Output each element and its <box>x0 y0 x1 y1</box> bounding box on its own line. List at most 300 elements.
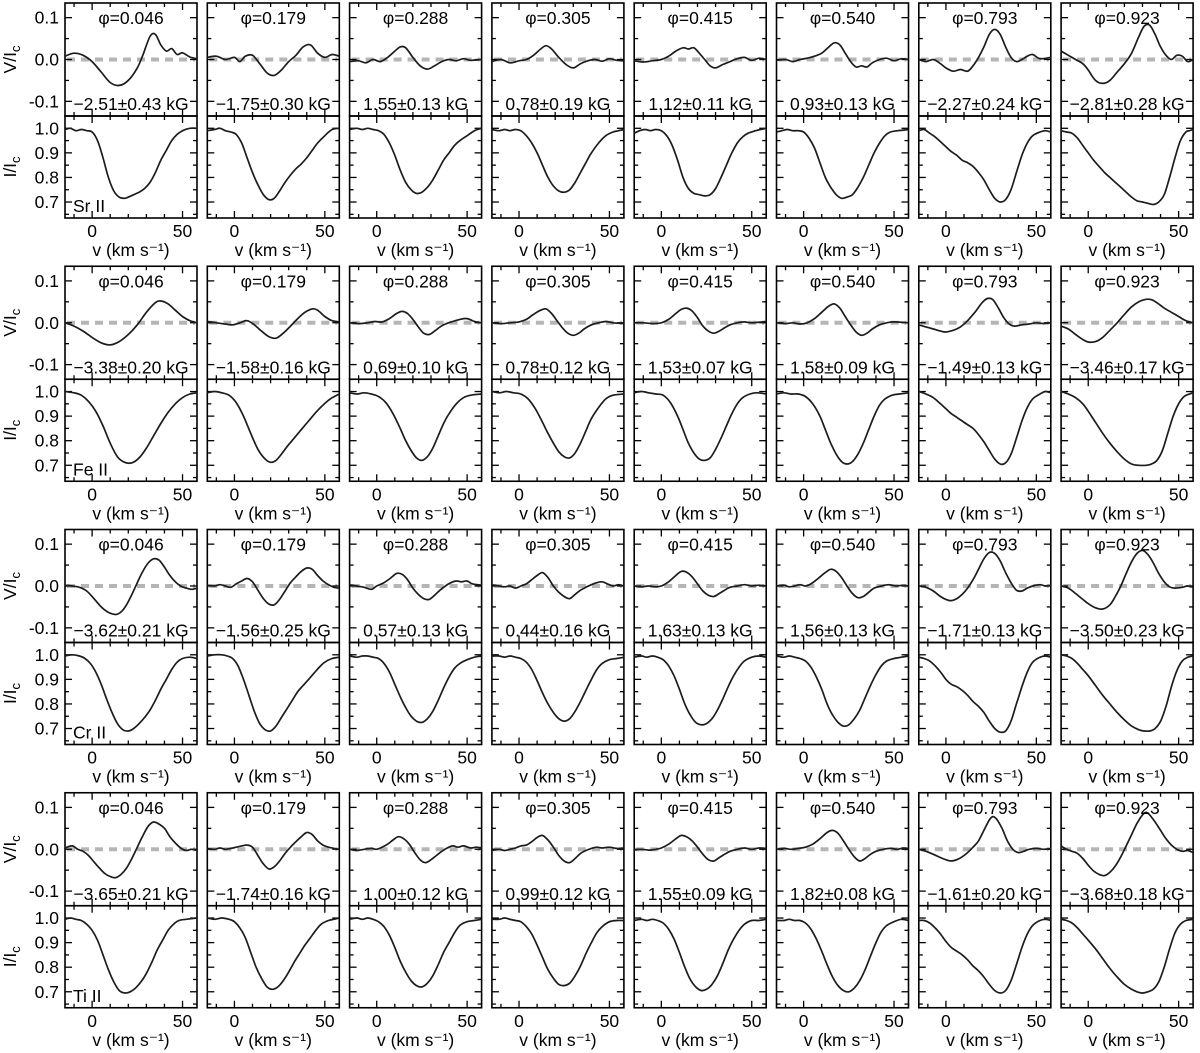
x-tick-label: 50 <box>741 484 762 505</box>
x-tick-label: 50 <box>315 221 335 241</box>
x-axis-title: v (km s⁻¹) <box>661 240 739 260</box>
x-tick-label: 50 <box>1026 1010 1047 1031</box>
field-strength-label: 1.00±0.12 kG <box>363 883 469 904</box>
stokes-i-panel <box>919 116 1051 218</box>
stokes-i-curve <box>1061 655 1193 731</box>
i-ytick-label: 0.8 <box>34 430 59 451</box>
field-strength-label: 0.78±0.12 kG <box>505 357 611 378</box>
x-tick-label: 0 <box>941 484 951 505</box>
phase-label: φ=0.179 <box>240 271 306 292</box>
x-tick-label: 0 <box>798 1010 809 1031</box>
v-ytick-label: 0.1 <box>34 534 59 555</box>
stokes-i-panel <box>65 116 197 218</box>
stokes-i-curve <box>777 656 909 726</box>
i-panel-border <box>1061 379 1193 481</box>
stokes-v-curve <box>1061 299 1193 342</box>
stokes-i-curve <box>919 391 1051 464</box>
x-tick-label: 50 <box>1026 747 1047 768</box>
stokes-v-panel <box>919 793 1051 906</box>
x-tick-label: 50 <box>1168 747 1189 768</box>
field-strength-label: 0.99±0.12 kG <box>505 883 611 904</box>
x-tick-label: 0 <box>87 484 97 505</box>
i-ytick-label: 0.8 <box>34 957 59 978</box>
stokes-i-curve <box>634 392 766 461</box>
i-ytick-label: 1.0 <box>34 644 59 665</box>
stokes-v-curve <box>919 29 1051 71</box>
profile-cell <box>777 3 909 260</box>
i-ytick-label: 0.9 <box>34 669 59 690</box>
x-tick-label: 50 <box>315 747 335 768</box>
profile-cell <box>207 793 339 1050</box>
stokes-i-curve <box>492 130 624 193</box>
stokes-i-panel <box>65 906 197 1008</box>
stokes-v-curve <box>919 298 1051 332</box>
x-axis-title: v (km s⁻¹) <box>946 766 1024 787</box>
i-panel-border <box>492 906 624 1008</box>
stokes-v-curve <box>777 43 909 67</box>
phase-label: φ=0.793 <box>952 271 1018 292</box>
x-tick-label: 50 <box>315 1010 335 1031</box>
field-strength-label: −3.50±0.23 kG <box>1069 620 1185 641</box>
stokes-v-panel <box>1061 3 1193 116</box>
stokes-i-panel <box>919 643 1051 745</box>
i-ytick-label: 0.7 <box>34 192 59 213</box>
stokes-i-curve <box>65 918 197 993</box>
i-panel-border <box>492 116 624 218</box>
stokes-v-curve <box>1061 24 1193 83</box>
field-strength-label: 0.93±0.13 kG <box>790 94 895 114</box>
stokes-v-panel <box>207 793 339 906</box>
x-tick-label: 0 <box>514 1010 524 1031</box>
i-ytick-label: 0.9 <box>34 932 59 953</box>
phase-label: φ=0.046 <box>98 534 164 555</box>
y-axis-labels <box>0 534 59 738</box>
field-strength-label: −1.56±0.25 kG <box>215 620 331 641</box>
i-ytick-label: 1.0 <box>34 381 59 402</box>
phase-label: φ=0.415 <box>667 534 733 555</box>
x-axis-title: v (km s⁻¹) <box>92 766 170 787</box>
stokes-i-curve <box>207 392 339 463</box>
stokes-i-curve <box>207 655 339 732</box>
field-strength-label: −1.71±0.13 kG <box>927 620 1043 641</box>
x-axis-title: v (km s⁻¹) <box>376 503 455 524</box>
i-ytick-label: 0.7 <box>34 455 59 476</box>
i-panel-border <box>1061 643 1193 745</box>
x-tick-label: 0 <box>87 221 97 241</box>
x-axis-title: v (km s⁻¹) <box>234 503 312 524</box>
i-panel-border <box>492 379 624 481</box>
stokes-i-panel <box>777 379 909 481</box>
x-tick-label: 50 <box>1168 484 1189 505</box>
stokes-v-panel <box>777 793 909 906</box>
profile-cell <box>919 793 1051 1050</box>
x-axis-title: v (km s⁻¹) <box>519 503 597 524</box>
profile-cell <box>207 530 339 787</box>
field-strength-label: 0.44±0.16 kG <box>505 620 611 641</box>
phase-label: φ=0.305 <box>525 271 591 292</box>
phase-label: φ=0.288 <box>382 8 449 28</box>
i-ytick-label: 0.8 <box>34 167 59 188</box>
phase-label: φ=0.305 <box>525 8 591 28</box>
stokes-i-panel <box>634 643 766 745</box>
stokes-v-panel <box>350 530 482 643</box>
stokes-v-panel <box>919 3 1051 116</box>
x-axis-title: v (km s⁻¹) <box>376 1029 455 1050</box>
stokes-i-curve <box>65 128 197 198</box>
v-y-axis-title: $V/I_c$ <box>0 45 23 74</box>
x-axis-title: v (km s⁻¹) <box>376 766 455 787</box>
x-tick-label: 50 <box>457 747 477 768</box>
v-ytick-label: 0.1 <box>34 7 59 28</box>
v-ytick-label: 0.0 <box>34 576 59 596</box>
x-tick-label: 50 <box>1168 1010 1189 1031</box>
field-strength-label: 1.53±0.07 kG <box>647 357 753 378</box>
stokes-v-panel <box>207 3 339 116</box>
stokes-v-curve <box>1061 812 1193 875</box>
x-tick-label: 0 <box>1083 747 1094 768</box>
x-tick-label: 0 <box>371 1010 382 1031</box>
x-tick-label: 50 <box>741 1010 762 1031</box>
profile-cell <box>65 530 197 787</box>
phase-label: φ=0.046 <box>98 271 164 292</box>
y-axis-labels <box>0 271 59 475</box>
x-tick-label: 50 <box>315 484 335 505</box>
field-strength-label: 1.63±0.13 kG <box>647 620 753 641</box>
phase-label: φ=0.415 <box>667 271 733 292</box>
x-axis-title: v (km s⁻¹) <box>946 1029 1024 1050</box>
stokes-i-panel <box>350 116 482 218</box>
i-panel-border <box>350 379 482 481</box>
stokes-v-curve <box>919 817 1051 861</box>
phase-label: φ=0.793 <box>952 797 1018 818</box>
stokes-v-curve <box>634 308 766 333</box>
stokes-v-panel <box>634 266 766 379</box>
x-tick-label: 0 <box>656 747 667 768</box>
stokes-i-panel <box>777 906 909 1008</box>
stokes-i-curve <box>65 655 197 731</box>
profile-cell <box>492 3 624 260</box>
phase-label: φ=0.179 <box>240 797 306 818</box>
x-axis-title: v (km s⁻¹) <box>803 503 882 524</box>
x-tick-label: 50 <box>884 747 904 768</box>
x-tick-label: 0 <box>1083 221 1094 241</box>
i-y-axis-title: $I/I_c$ <box>0 419 23 441</box>
stokes-i-panel <box>207 643 339 745</box>
i-panel-border <box>919 643 1051 745</box>
stokes-v-panel <box>492 266 624 379</box>
i-panel-border <box>207 906 339 1008</box>
i-ytick-label: 1.0 <box>34 118 59 139</box>
x-tick-label: 0 <box>514 747 524 768</box>
stokes-v-panel <box>777 530 909 643</box>
stokes-i-panel <box>777 116 909 218</box>
x-tick-label: 0 <box>371 221 382 241</box>
profile-cell <box>207 3 339 260</box>
profile-cell <box>1061 530 1193 787</box>
stokes-i-panel <box>634 116 766 218</box>
stokes-i-curve <box>919 919 1051 993</box>
i-panel-border <box>634 116 766 218</box>
x-axis-title: v (km s⁻¹) <box>946 240 1024 260</box>
field-strength-label: −2.81±0.28 kG <box>1069 94 1185 114</box>
field-strength-label: −1.58±0.16 kG <box>215 357 331 378</box>
stokes-v-panel <box>1061 793 1193 906</box>
x-tick-label: 50 <box>884 1010 904 1031</box>
phase-label: φ=0.923 <box>1094 271 1160 292</box>
profile-cell <box>492 793 624 1050</box>
x-tick-label: 0 <box>229 484 240 505</box>
i-y-axis-title: $I/I_c$ <box>0 946 23 968</box>
i-y-axis-title: $I/I_c$ <box>0 156 23 178</box>
stokes-v-curve <box>492 309 624 336</box>
profile-cell <box>350 3 482 260</box>
stokes-i-curve <box>634 128 766 196</box>
x-tick-label: 50 <box>1026 484 1047 505</box>
stokes-v-panel <box>919 266 1051 379</box>
x-axis-title: v (km s⁻¹) <box>1088 240 1166 260</box>
x-tick-label: 0 <box>941 747 951 768</box>
i-ytick-label: 0.8 <box>34 693 59 714</box>
stokes-i-panel <box>1061 643 1193 745</box>
i-panel-border <box>350 116 482 218</box>
x-tick-label: 0 <box>229 1010 240 1031</box>
profile-cell <box>65 3 197 260</box>
stokes-i-curve <box>350 393 482 461</box>
field-strength-label: 1.58±0.09 kG <box>790 357 895 378</box>
stokes-i-curve <box>1061 130 1193 205</box>
stokes-v-panel <box>350 793 482 906</box>
profile-cell <box>350 530 482 787</box>
phase-label: φ=0.923 <box>1094 534 1160 555</box>
y-axis-labels <box>0 797 59 1001</box>
stokes-v-panel <box>634 530 766 643</box>
stokes-i-curve <box>350 918 482 987</box>
profile-cell <box>207 266 339 523</box>
profile-cell <box>634 793 766 1050</box>
profile-cell <box>350 793 482 1050</box>
v-ytick-label: -0.1 <box>28 91 59 112</box>
field-strength-label: −3.46±0.17 kG <box>1069 357 1185 378</box>
profile-cell <box>634 266 766 523</box>
stokes-v-curve <box>777 569 909 598</box>
x-tick-label: 0 <box>229 221 240 241</box>
x-tick-label: 0 <box>87 747 97 768</box>
stokes-v-panel <box>350 266 482 379</box>
i-ytick-label: 0.7 <box>34 718 59 739</box>
element-label: Ti II <box>73 985 102 1006</box>
stokes-i-curve <box>492 656 624 721</box>
profile-cell <box>919 3 1051 260</box>
profile-cell <box>1061 793 1193 1050</box>
stokes-v-panel <box>634 3 766 116</box>
stokes-i-panel <box>634 379 766 481</box>
x-axis-title: v (km s⁻¹) <box>519 766 597 787</box>
stokes-v-panel <box>65 793 197 906</box>
i-panel-border <box>634 643 766 745</box>
phase-label: φ=0.288 <box>382 271 449 292</box>
field-strength-label: 0.78±0.19 kG <box>505 94 611 114</box>
x-axis-title: v (km s⁻¹) <box>234 766 312 787</box>
x-axis-title: v (km s⁻¹) <box>376 240 455 260</box>
x-tick-label: 0 <box>87 1010 97 1031</box>
stokes-i-panel <box>207 906 339 1008</box>
x-tick-label: 50 <box>884 484 904 505</box>
v-y-axis-title: $V/I_c$ <box>0 308 23 337</box>
field-strength-label: −3.65±0.21 kG <box>73 883 189 904</box>
i-panel-border <box>919 906 1051 1008</box>
element-label: Cr II <box>73 722 107 743</box>
stokes-v-panel <box>1061 530 1193 643</box>
x-tick-label: 0 <box>656 484 667 505</box>
x-tick-label: 50 <box>599 1010 620 1031</box>
stokes-i-panel <box>1061 116 1193 218</box>
x-tick-label: 50 <box>884 221 904 241</box>
stokes-i-curve <box>350 656 482 723</box>
field-strength-label: 1.82±0.08 kG <box>790 883 895 904</box>
stokes-v-curve <box>919 552 1051 601</box>
phase-label: φ=0.923 <box>1094 797 1160 818</box>
phase-label: φ=0.540 <box>809 797 876 818</box>
x-tick-label: 0 <box>941 1010 951 1031</box>
stokes-v-curve <box>492 46 624 68</box>
stokes-i-curve <box>1061 392 1193 466</box>
stokes-v-panel <box>777 266 909 379</box>
profile-cell <box>777 530 909 787</box>
stokes-v-panel <box>1061 266 1193 379</box>
x-tick-label: 50 <box>599 747 620 768</box>
stokes-i-panel <box>350 643 482 745</box>
i-panel-border <box>350 643 482 745</box>
field-strength-label: 1.56±0.13 kG <box>790 620 895 641</box>
x-tick-label: 50 <box>172 747 193 768</box>
stokes-v-panel <box>492 793 624 906</box>
stokes-i-panel <box>492 116 624 218</box>
stokes-i-panel <box>777 643 909 745</box>
element-label: Fe II <box>73 459 109 480</box>
v-ytick-label: 0.0 <box>34 839 59 860</box>
field-strength-label: −3.62±0.21 kG <box>73 620 189 641</box>
stokes-i-panel <box>492 643 624 745</box>
v-ytick-label: 0.0 <box>34 49 59 70</box>
stokes-i-panel <box>207 116 339 218</box>
field-strength-label: −1.61±0.20 kG <box>927 883 1043 904</box>
stokes-v-panel <box>65 3 197 116</box>
phase-label: φ=0.288 <box>382 797 449 818</box>
i-panel-border <box>919 379 1051 481</box>
x-axis-title: v (km s⁻¹) <box>803 766 882 787</box>
field-strength-label: −1.49±0.13 kG <box>927 357 1043 378</box>
profile-cell <box>634 3 766 260</box>
i-ytick-label: 1.0 <box>34 908 59 929</box>
phase-label: φ=0.540 <box>809 534 876 555</box>
x-tick-label: 50 <box>457 221 477 241</box>
x-axis-title: v (km s⁻¹) <box>92 1029 170 1050</box>
x-tick-label: 50 <box>457 1010 477 1031</box>
phase-label: φ=0.288 <box>382 534 449 555</box>
stokes-v-panel <box>492 530 624 643</box>
field-strength-label: −3.38±0.20 kG <box>73 357 189 378</box>
x-tick-label: 50 <box>172 1010 193 1031</box>
x-axis-title: v (km s⁻¹) <box>92 240 170 260</box>
phase-label: φ=0.046 <box>98 797 164 818</box>
stokes-v-curve <box>1061 550 1193 609</box>
field-strength-label: 1.12±0.11 kG <box>648 94 753 114</box>
stokes-v-curve <box>777 830 909 861</box>
x-axis-title: v (km s⁻¹) <box>519 240 597 260</box>
y-axis-labels <box>0 8 59 212</box>
x-axis-title: v (km s⁻¹) <box>1088 1029 1166 1050</box>
phase-label: φ=0.415 <box>667 8 733 28</box>
x-tick-label: 50 <box>599 221 620 241</box>
x-tick-label: 0 <box>656 221 667 241</box>
x-tick-label: 50 <box>1026 221 1047 241</box>
x-tick-label: 0 <box>798 221 809 241</box>
i-ytick-label: 0.7 <box>34 981 59 1002</box>
phase-label: φ=0.793 <box>952 8 1018 28</box>
stokes-i-curve <box>919 129 1051 202</box>
profile-cell <box>65 793 197 1050</box>
stokes-v-panel <box>492 3 624 116</box>
profile-cell <box>634 530 766 787</box>
stokes-v-panel <box>919 530 1051 643</box>
stokes-v-panel <box>350 3 482 116</box>
profile-cell <box>777 266 909 523</box>
x-tick-label: 0 <box>514 484 524 505</box>
v-ytick-label: 0.0 <box>34 312 59 333</box>
stokes-v-panel <box>65 266 197 379</box>
i-y-axis-title: $I/I_c$ <box>0 682 23 705</box>
stokes-v-curve <box>634 571 766 596</box>
stokes-i-panel <box>1061 379 1193 481</box>
x-axis-title: v (km s⁻¹) <box>1088 503 1166 524</box>
x-tick-label: 50 <box>172 221 193 241</box>
field-strength-label: −3.68±0.18 kG <box>1069 883 1185 904</box>
x-tick-label: 0 <box>514 221 524 241</box>
i-panel-border <box>350 906 482 1008</box>
v-y-axis-title: $V/I_c$ <box>0 572 23 600</box>
x-axis-title: v (km s⁻¹) <box>803 1029 882 1050</box>
x-tick-label: 0 <box>371 484 382 505</box>
x-tick-label: 50 <box>599 484 620 505</box>
phase-label: φ=0.305 <box>525 797 591 818</box>
profile-cell <box>1061 266 1193 523</box>
stokes-i-panel <box>65 643 197 745</box>
v-ytick-label: -0.1 <box>28 354 59 375</box>
stokes-i-panel <box>492 906 624 1008</box>
field-strength-label: 1.55±0.13 kG <box>363 94 469 114</box>
stokes-i-curve <box>777 130 909 199</box>
profile-cell <box>1061 3 1193 260</box>
v-y-axis-title: $V/I_c$ <box>0 835 23 864</box>
x-axis-title: v (km s⁻¹) <box>519 1029 597 1050</box>
stokes-i-curve <box>634 919 766 990</box>
phase-label: φ=0.179 <box>240 534 306 555</box>
x-axis-title: v (km s⁻¹) <box>661 1029 739 1050</box>
stokes-i-panel <box>350 906 482 1008</box>
x-tick-label: 0 <box>229 747 240 768</box>
stokes-v-panel <box>777 3 909 116</box>
x-tick-label: 0 <box>1083 1010 1094 1031</box>
stokes-i-curve <box>207 128 339 200</box>
i-panel-border <box>492 643 624 745</box>
phase-label: φ=0.415 <box>667 797 733 818</box>
phase-label: φ=0.179 <box>240 8 306 28</box>
profile-cell <box>492 266 624 523</box>
stokes-i-curve <box>919 656 1051 732</box>
stokes-i-panel <box>634 906 766 1008</box>
phase-label: φ=0.540 <box>809 8 876 28</box>
phase-label: φ=0.793 <box>952 534 1018 555</box>
